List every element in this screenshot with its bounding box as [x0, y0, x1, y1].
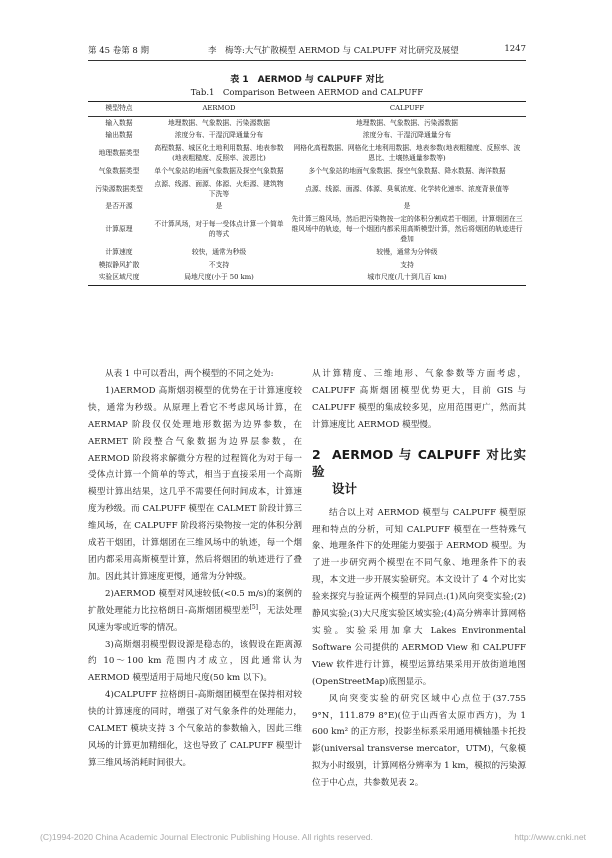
table-cell: 输出数据 [105, 131, 133, 140]
table-cell: 地理数据类型 [98, 149, 140, 158]
table-cell: 城市尺度(几十到几百 km) [288, 272, 526, 285]
table-cell: 单个气象站的地面气象数据及探空气象数据 [154, 166, 284, 175]
paragraph-text: 2)AERMOD 模型对风速较低(<0.5 m/s)的案例的扩散处理能力比拉格朗日-高斯烟团模型差 [88, 588, 302, 616]
table-row [88, 117, 526, 130]
section-number: 2 [312, 446, 321, 462]
table-caption-en: Tab.1 Comparison Between AERMOD and CALPUFF [190, 88, 424, 98]
table-row [88, 143, 526, 166]
table-cell: 污染源数据类型 [95, 184, 143, 193]
table-cell: 高程数据、城区化土地利用数据、地表参数(地表粗糙度、反照率、波恩比) [154, 144, 284, 163]
table-cell: 是 [215, 202, 223, 211]
comparison-table [88, 101, 526, 286]
table-row [88, 130, 526, 143]
table-header-cell: AERMOD [150, 102, 288, 117]
section-title: AERMOD 与 CALPUFF 对比实验 [312, 446, 526, 479]
paragraph: 风向突变实验的研究区域中心点位于(37.755 9°N，111.879 8°E)(位于山西省太原市西方)，为 1 600 km² 的正方形，投影坐标系采用通用横轴墨卡托投影(universal transverse mercator，UTM)，气象模拟为小时级别，计算网格分辨率为 1 km，模拟的污染源位于中心点，共参数见表 2。 [312, 693, 526, 789]
table-row [88, 165, 526, 178]
table-cell: 模拟静风扩散 [98, 260, 140, 269]
paragraph: 结合以上对 AERMOD 模型与 CALPUFF 模型原理和特点的分析，可知 CALPUFF 模型在一些特殊气象、地理条件下的处理能力要强于 AERMOD 模型。为了进一步研究两个模型在不同气象、地理条件下的表现，本文进一步开展实验研究。本文设计了 4 个对比实验来探究与验证两个模型的异同点:(1)风向突变实验;(2)静风实验;(3)大尺度实验区域实验;(4)高分辨率计算网格实验。实验采用加拿大 Lakes Environmental Software 公司提供的 AERMOD View 和 CALPUFF View 软件进行计算，模型运算结果采用开放街道地图(OpenStreetMap)底图显示。 [312, 507, 526, 687]
paragraph: 3)高斯烟羽模型假设源是稳态的，该假设在距离源约 10～100 km 范围内才成立，因此通常认为 AERMOD 模型适用于局地尺度(50 km 以下)。 [88, 639, 302, 684]
table-cell: 不支持 [208, 260, 230, 269]
table-row [88, 246, 526, 259]
table-cell: 浓度分布、干湿沉降通量分布 [174, 131, 264, 140]
table-header-cell: 模型特点 [88, 102, 150, 117]
paragraph-text: ，无法处理风速为零或近零的情况。 [88, 605, 302, 633]
running-header [88, 44, 526, 58]
header-rule [88, 60, 526, 61]
table-caption-zh: 表 1 AERMOD 与 CALPUFF 对比 [230, 75, 384, 85]
table-cell: 较慢，通常为分钟级 [376, 247, 438, 256]
paragraph: 从表 1 中可以看出，两个模型的不同之处为: [105, 369, 274, 379]
table-row [88, 214, 526, 247]
table-cell: 实验区域尺度 [88, 272, 150, 285]
table-cell: 计算原理 [105, 225, 133, 234]
table-header-cell: CALPUFF [288, 102, 526, 117]
table-cell: 输入数据 [105, 118, 133, 127]
table-cell: 是 [403, 202, 411, 211]
paragraph: 1)AERMOD 高斯烟羽模型的优势在于计算速度较快，通常为秒级。从原理上看它不考虑风场计算，在 AERMAP 阶段仅仅处理地形数据为边界参数，在 AERMET 阶段整合气象数据为边界层参数，在 AERMOD 阶段将求解微分方程的过程简化为对于每一受体点计算一个简单的等式，相当于直接采用一个高斯模型计算出结果，这几乎不需要任何时间成本，计算速度为秒级。而 CALPUFF 模型在 CALMET 阶段计算三维风场，在 CALPUFF 阶段将污染物按一定的体积分割成若干烟团，计算烟团在三维风场中的轨迹，每一个烟团内都采用高斯模型计算，然后将烟团的轨迹进行了叠加。因此其计算速度更慢，通常为分钟级。 [88, 385, 302, 582]
table-cell: 点源、线源、面源、体源、火炬源、建筑物下洗等 [154, 179, 284, 198]
page-number: 1247 [504, 44, 526, 54]
table-cell: 计算速度 [105, 247, 133, 256]
section-heading [312, 446, 526, 497]
paragraph: 4)CALPUFF 拉格朗日-高斯烟团模型在保持相对较快的计算速度的同时，增强了对气象条件的处理能力，CALMET 模块支持 3 个气象站的参数输入，因此三维风场的计算更加精细化，这也导致了 CALPUFF 模型计算三维风场消耗时间很大。 [88, 690, 302, 768]
copyright-text: (C)1994-2020 China Academic Journal Electronic Publishing House. All rights reserved. [40, 832, 373, 842]
table-cell: 点源、线源、面源、体源、臭氧浓度、化学转化速率、浓度背景值等 [305, 184, 509, 193]
table-row [88, 178, 526, 201]
paragraph [88, 586, 302, 637]
paragraph: 从计算精度、三维地形、气象参数等方面考虑，CALPUFF 高斯烟团模型优势更大，目前 GIS 与 CALPUFF 模型的集成较多见，应用范围更广，然而其计算速度比 AERMOD 模型慢。 [312, 369, 526, 430]
table-header-row [88, 102, 526, 117]
table-cell: 地理数据、气象数据、污染源数据 [168, 118, 270, 127]
body-column-right [312, 366, 526, 792]
publisher-url[interactable]: http://www.cnki.net [514, 832, 586, 842]
table-cell: 支持 [400, 260, 414, 269]
table-cell: 不计算风场，对于每一受体点计算一个简单的等式 [154, 220, 284, 239]
section-title-continued: 设计 [332, 480, 358, 496]
journal-volume: 第 45 卷第 8 期 [88, 46, 150, 56]
table-cell: 多个气象站的地面气象数据、探空气象数据、降水数据、海洋数据 [308, 166, 506, 175]
table-row [88, 201, 526, 214]
table-cell: 地理数据、气象数据、污染源数据 [356, 118, 458, 127]
running-title: 李 梅等:大气扩散模型 AERMOD 与 CALPUFF 对比研究及展望 [208, 46, 459, 56]
table-row [88, 259, 526, 272]
table-cell: 较快，通常为秒级 [191, 247, 247, 256]
table-cell: 先计算三维风场，然后把污染物按一定的体积分割成若干烟团，计算烟团在三维风场中的轨迹，每一个烟团内都采用高斯模型计算，然后将烟团的轨迹进行叠加 [291, 215, 523, 243]
table-cell: 局地尺度(小于 50 km) [150, 272, 288, 285]
table-cell: 气象数据类型 [98, 166, 140, 175]
citation[interactable]: [5] [249, 603, 258, 611]
table-row [88, 272, 526, 285]
table-cell: 是否开源 [105, 202, 133, 211]
body-column-left [88, 366, 302, 772]
table-cell: 网格化高程数据、网格化土地利用数据、地表参数(地表粗糙度、反照率、波恩比、土壤热通量参数等) [293, 144, 521, 163]
table-cell: 浓度分布、干湿沉降通量分布 [362, 131, 452, 140]
